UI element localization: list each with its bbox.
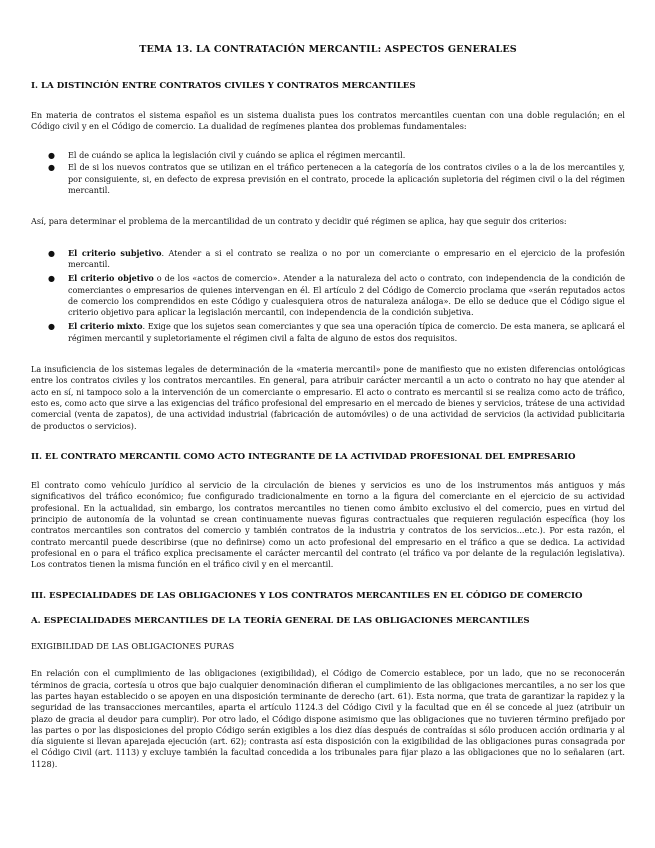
problem-text: El de cuándo se aplica la legislación civil y cuándo se aplica el régimen mercantil. — [68, 150, 406, 161]
problem-item — [31, 150, 625, 161]
criterion-term: El criterio mixto — [68, 321, 143, 332]
bullet-icon: ● — [48, 322, 55, 332]
problem-item — [31, 162, 625, 196]
subsection-a-subheading: EXIGIBILIDAD DE LAS OBLIGACIONES PURAS — [31, 641, 235, 652]
bullet-icon: ● — [48, 248, 55, 258]
criterion-text: . Exige que los sujetos sean comerciantes y que sea una operación típica de comercio. De esta manera, se aplicará el régimen mercantil y supletoriamente el régimen civil a falta de alguno de estos dos requisitos. — [68, 321, 626, 343]
bullet-icon: ● — [48, 163, 55, 173]
problem-text: El de si los nuevos contratos que se utilizan en el tráfico pertenecen a la categoría de los contratos civiles o a la de los mercantiles y, por consiguiente, si, en defecto de expresa previsión en el contrato, procede la aplicación supletoria del régimen civil o la del régimen mercantil. — [68, 162, 625, 196]
criterion-text: . Atender a si el contrato se realiza o no por un comerciante o empresario en el ejercicio de la profesión mercantil. — [68, 247, 625, 269]
criterion-term: El criterio subjetivo — [68, 247, 162, 258]
section-1-closing: La insuficiencia de los sistemas legales de determinación de la «materia mercantil» pone de manifiesto que no existen diferencias ontológicas entre los contratos civiles y los contratos mercantiles. En general, para atribuir carácter mercantil a un acto o contrato no hay que atender al acto en sí, ni tampoco solo a la intervención de un comerciante o empresario. El acto o contrato es mercantil si se realiza como acto de tráfico, esto es, como acto que sirve a las exigencias del tráfico profesional del empresario en el mercado de bienes y servicios, trátese de una actividad comercial (venta de zapatos), de una actividad industrial (fabricación de automóviles) o de una actividad de servicios (la actividad publicitaria de productos o servicios). — [31, 364, 625, 431]
document-title: TEMA 13. LA CONTRATACIÓN MERCANTIL: ASPECTOS GENERALES — [139, 44, 517, 55]
subsection-a-heading: A. ESPECIALIDADES MERCANTILES DE LA TEORÍA GENERAL DE LAS OBLIGACIONES MERCANTILES — [31, 615, 530, 626]
section-1-intro: En materia de contratos el sistema español es un sistema dualista pues los contratos mercantiles cuentan con una doble regulación; en el Código civil y en el Código de comercio. La dualidad de regímenes plantea dos problemas fundamentales: — [31, 109, 625, 131]
criteria-intro: Así, para determinar el problema de la mercantilidad de un contrato y decidir qué régimen se aplica, hay que seguir dos criterios: — [31, 216, 567, 227]
criterion-text: o de los «actos de comercio». Atender a la naturaleza del acto o contrato, con independencia de la condición de comerciantes o empresarios de quienes intervengan en él. El artículo 2 del Código de Comercio proclama que «serán reputados actos de comercio los comprendidos en este Código y cualesquiera otros de naturaleza análoga». De ello se deduce que el Código sigue el criterio objetivo para aplicar la legislación mercantil, con independencia de la condición subjetiva. — [68, 273, 625, 318]
bullet-icon: ● — [48, 274, 55, 284]
subsection-a-body: En relación con el cumplimiento de las obligaciones (exigibilidad), el Código de Comercio establece, por un lado, que no se reconocerán términos de gracia, cortesía u otros que bajo cualquier denominación difieran el cumplimiento de las obligaciones mercantiles, a no ser los que las partes hayan establecido o se apoyen en una disposición terminante de derecho (art. 61). Esta norma, que trata de garantizar la rapidez y la seguridad de las transacciones mercantiles, aparta el artículo 1124.3 del Código Civil y la facultad que en él se concede al juez (atribuir un plazo de gracia al deudor para cumplir). Por otro lado, el Código dispone asimismo que las obligaciones que no tuvieren término prefijado por las partes o por las disposiciones del propio Código serán exigibles a los diez días después de contraídas si sólo producen acción ordinaria y al día siguiente si llevan aparejada ejecución (art. 62); contrasta así esta disposición con la exigibilidad de las obligaciones puras consagrada por el Código Civil (art. 1113) y excluye también la facultad concedida a los tribunales para fijar plazo a las obligaciones que no lo señalaren (art. 1128). — [31, 668, 625, 769]
problems-list — [31, 150, 625, 196]
criteria-list — [31, 248, 625, 344]
section-3-heading: III. ESPECIALIDADES DE LAS OBLIGACIONES Y LOS CONTRATOS MERCANTILES EN EL CÓDIGO DE COMERCIO — [31, 590, 583, 601]
section-2-body: El contrato como vehículo jurídico al servicio de la circulación de bienes y servicios es uno de los instrumentos más antiguos y más significativos del tráfico económico; fue configurado tradicionalmente en torno a la figura del comerciante en el ejercicio de su actividad profesional. En la actualidad, sin embargo, los contratos mercantiles no tienen como ámbito exclusivo el del comercio, pues en virtud del principio de autonomía de la voluntad se crean continuamente nuevas figuras contractuales que requieren regulación específica (hoy los contratos mercantiles son contratos del comercio y también contratos de la industria y contratos de los servicios...etc.). Por esta razón, el contrato mercantil puede describirse (que no definirse) como un acto profesional del empresario en el tráfico a que se dedica. La actividad profesional en o para el tráfico explica precisamente el carácter mercantil del contrato (el tráfico va por delante de la regulación legislativa). Los contratos tienen la misma función en el tráfico civil y en el mercantil. — [31, 480, 625, 570]
criterion-term: El criterio objetivo — [68, 273, 154, 284]
section-2-heading: II. EL CONTRATO MERCANTIL COMO ACTO INTEGRANTE DE LA ACTIVIDAD PROFESIONAL DEL EMPRESARIO — [31, 451, 576, 462]
criterion-item — [31, 248, 625, 271]
section-1-heading: I. LA DISTINCIÓN ENTRE CONTRATOS CIVILES Y CONTRATOS MERCANTILES — [31, 81, 416, 92]
criterion-item — [31, 321, 625, 344]
criterion-item — [31, 273, 625, 318]
bullet-icon: ● — [48, 151, 55, 161]
